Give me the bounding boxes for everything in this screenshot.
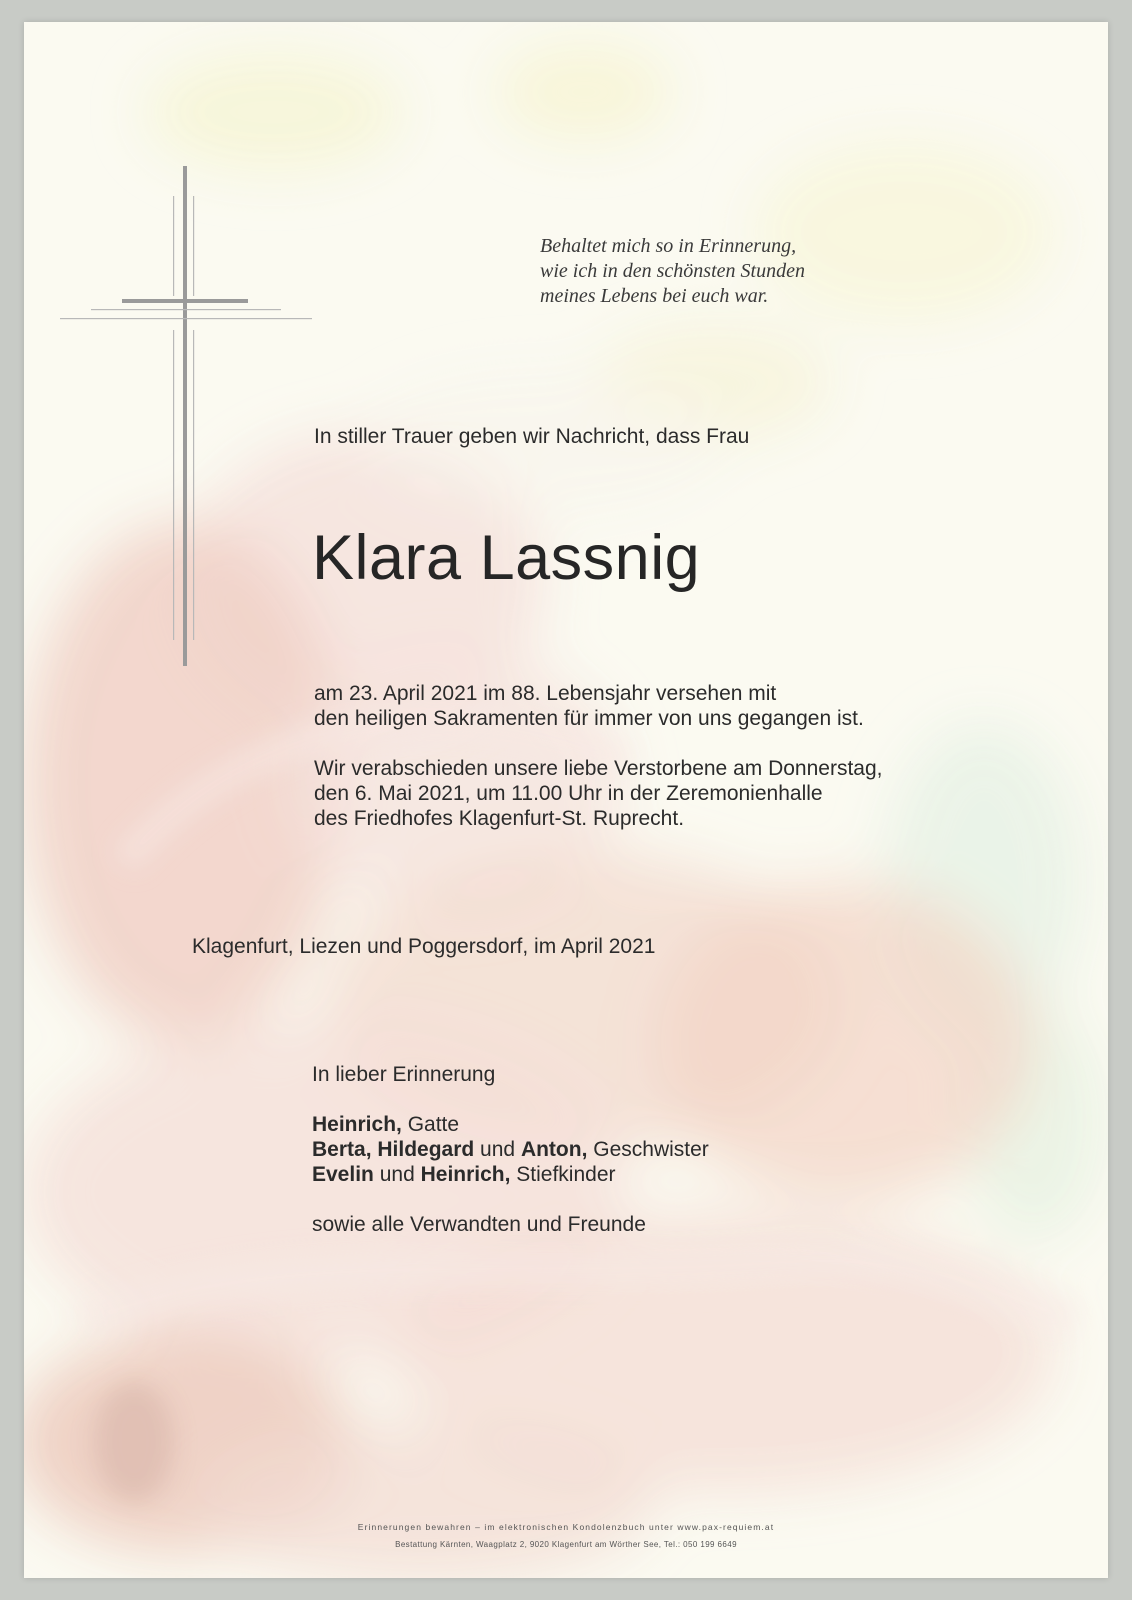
mourner-role: Gatte xyxy=(401,1113,460,1136)
mourners-heading: In lieber Erinnerung xyxy=(312,1063,496,1086)
mourner-name: Heinrich, xyxy=(420,1163,511,1186)
motto-quote xyxy=(540,234,805,309)
mourners-block xyxy=(312,1062,709,1237)
death-notice-line: den heiligen Sakramenten für immer von uns gegangen ist. xyxy=(314,707,864,730)
mourner-conjunction: und xyxy=(373,1163,421,1186)
motto-line: wie ich in den schönsten Stunden xyxy=(540,260,805,282)
footer-address: Bestattung Kärnten, Waagplatz 2, 9020 Klagenfurt am Wörther See, Tel.: 050 199 6649 xyxy=(395,1540,737,1549)
mourner-role: Geschwister xyxy=(587,1138,709,1161)
place-date: Klagenfurt, Liezen und Poggersdorf, im April 2021 xyxy=(192,935,656,958)
mourner-conjunction: und xyxy=(474,1138,521,1161)
motto-line: Behaltet mich so in Erinnerung, xyxy=(540,235,797,257)
deceased-name: Klara Lassnig xyxy=(312,523,701,593)
mourner-name: Heinrich, xyxy=(312,1113,402,1136)
mourner-line xyxy=(312,1112,709,1137)
mourner-name: Anton, xyxy=(520,1138,588,1161)
mourner-name: Evelin xyxy=(312,1163,374,1186)
mourners-closing: sowie alle Verwandten und Freunde xyxy=(312,1213,646,1236)
motto-line: meines Lebens bei euch war. xyxy=(540,285,769,307)
mourner-line xyxy=(312,1137,709,1162)
funeral-line: des Friedhofes Klagenfurt-St. Ruprecht. xyxy=(314,807,685,830)
mourner-line xyxy=(312,1162,709,1187)
mourner-role: Stiefkinder xyxy=(510,1163,616,1186)
funeral-line: Wir verabschieden unsere liebe Verstorbene am Donnerstag, xyxy=(314,757,883,780)
death-notice-paragraph xyxy=(314,681,864,731)
funeral-line: den 6. Mai 2021, um 11.00 Uhr in der Zeremonienhalle xyxy=(314,782,823,805)
latin-cross-icon xyxy=(60,162,312,672)
parte-card xyxy=(24,22,1108,1578)
death-notice-line: am 23. April 2021 im 88. Lebensjahr versehen mit xyxy=(314,682,777,705)
footer-condolence-link: Erinnerungen bewahren – im elektronischen Kondolenzbuch unter www.pax-requiem.at xyxy=(357,1522,775,1532)
funeral-paragraph xyxy=(314,756,882,831)
intro-text: In stiller Trauer geben wir Nachricht, dass Frau xyxy=(314,425,750,448)
mourner-name: Berta, Hildegard xyxy=(312,1138,475,1161)
